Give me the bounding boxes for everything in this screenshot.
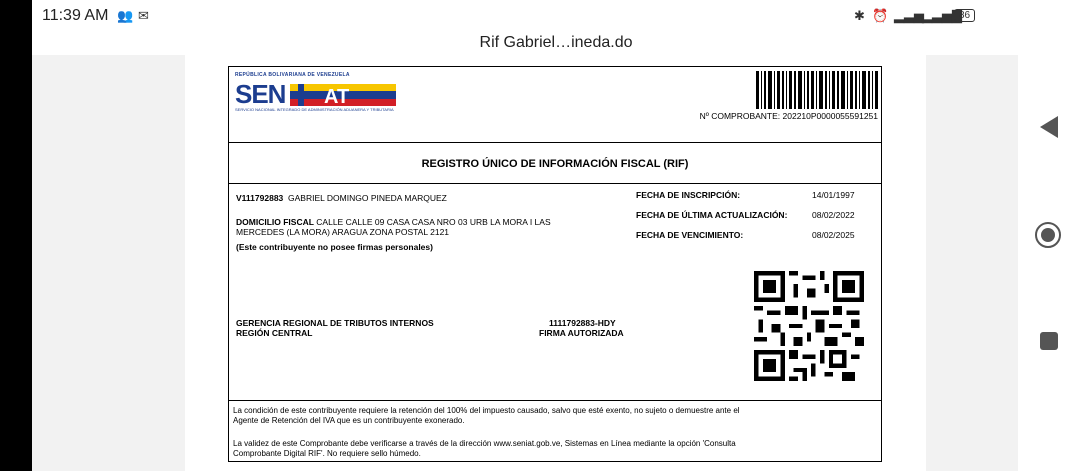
domicilio-label: DOMICILIO FISCAL bbox=[236, 217, 314, 227]
divider bbox=[229, 183, 881, 184]
logo-republic-text: REPÚBLICA BOLIVARIANA DE VENEZUELA bbox=[235, 72, 350, 78]
viewer-gutter-right bbox=[926, 55, 1018, 471]
fecha-vencimiento-value: 08/02/2025 bbox=[812, 230, 855, 240]
logo-wordmark-b: AT bbox=[324, 86, 350, 106]
fecha-vencimiento-label: FECHA DE VENCIMIENTO: bbox=[636, 230, 744, 240]
domicilio-address-2: MERCEDES (LA MORA) ARAGUA ZONA POSTAL 2121 bbox=[236, 227, 450, 237]
back-icon[interactable] bbox=[1040, 116, 1058, 138]
gerencia-line1: GERENCIA REGIONAL DE TRIBUTOS INTERNOS bbox=[236, 318, 434, 328]
fecha-actualizacion-label: FECHA DE ÚLTIMA ACTUALIZACIÓN: bbox=[636, 210, 788, 220]
bluetooth-icon: ✱ bbox=[854, 8, 865, 23]
logo-flag bbox=[290, 84, 396, 106]
comprobante-number: Nº COMPROBANTE: 202210P0000055591251 bbox=[699, 111, 878, 121]
recents-icon[interactable] bbox=[1040, 332, 1058, 350]
fecha-inscripcion-value: 14/01/1997 bbox=[812, 190, 855, 200]
firmas-note: (Este contribuyente no posee firmas personales) bbox=[236, 242, 433, 252]
signal-icon: ▂▃▅ bbox=[894, 8, 924, 23]
certificate-heading: REGISTRO ÚNICO DE INFORMACIÓN FISCAL (RIF) bbox=[421, 158, 689, 170]
domicilio-address-1: CALLE CALLE 09 CASA CASA NRO 03 URB LA MORA I LAS bbox=[316, 217, 551, 227]
battery-icon bbox=[954, 9, 975, 22]
footer-retention-line1: La condición de este contribuyente requiere la retención del 100% del impuesto causado, salvo que esté exento, no sujeto o demuestre ante el bbox=[233, 406, 740, 415]
footer-retention-line2: Agente de Retención del IVA que es un contribuyente exonerado. bbox=[233, 416, 465, 425]
mail-icon: ✉ bbox=[138, 8, 149, 23]
divider bbox=[229, 142, 881, 143]
firma-label: FIRMA AUTORIZADA bbox=[539, 328, 624, 338]
people-icon: 👥 bbox=[117, 8, 134, 23]
footer-validity-note bbox=[233, 439, 878, 459]
barcode bbox=[756, 71, 880, 109]
footer-validity-line1: La validez de este Comprobante debe verificarse a través de la dirección www.seniat.gob.ve, Sistemas en Línea mediante la opción 'Consulta bbox=[233, 439, 736, 448]
status-bar bbox=[32, 0, 1080, 32]
alarm-icon: ⏰ bbox=[872, 8, 889, 23]
viewer-gutter-left bbox=[32, 55, 185, 471]
document-title: Rif Gabriel…ineda.do bbox=[479, 34, 633, 51]
home-icon[interactable] bbox=[1035, 222, 1061, 248]
domicilio-line1 bbox=[236, 217, 551, 227]
rif-number: V111792883 bbox=[236, 193, 284, 203]
battery-level: 86 bbox=[959, 10, 971, 21]
status-time: 11:39 AM bbox=[42, 7, 109, 24]
qr-code bbox=[754, 271, 864, 381]
screen-edge bbox=[0, 0, 32, 471]
rif-certificate bbox=[228, 66, 882, 462]
logo-wordmark: SEN bbox=[235, 79, 286, 109]
fecha-actualizacion-value: 08/02/2022 bbox=[812, 210, 855, 220]
taxpayer-line bbox=[236, 193, 447, 203]
footer-retention-note bbox=[233, 406, 878, 426]
seniat-logo bbox=[235, 72, 395, 120]
footer-validity-line2: Comprobante Digital RIF'. No requiere sello húmedo. bbox=[233, 449, 421, 458]
signal-4g-icon: ▂▃▅▇ bbox=[922, 8, 962, 23]
divider bbox=[229, 400, 881, 401]
firma-code: 1111792883-HDY bbox=[549, 318, 616, 328]
fecha-inscripcion-label: FECHA DE INSCRIPCIÓN: bbox=[636, 190, 741, 200]
taxpayer-name: GABRIEL DOMINGO PINEDA MARQUEZ bbox=[288, 193, 447, 203]
gerencia-line2: REGIÓN CENTRAL bbox=[236, 328, 313, 338]
logo-service-text: SERVICIO NACIONAL INTEGRADO DE ADMINISTRACIÓN ADUANERA Y TRIBUTARIA bbox=[235, 107, 394, 112]
